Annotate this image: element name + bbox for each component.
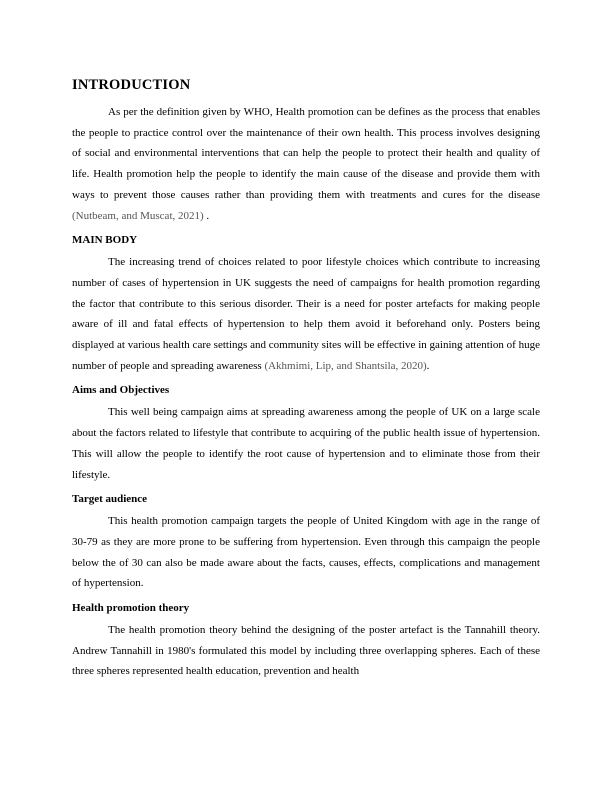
main-body-text: The increasing trend of choices related to poor lifestyle choices which contribute to increasing number of cases of hypertension in UK suggests the need of campaigns for health promotion regarding the factor that contribute to this serious disorder. Their is a need for poster artefacts for making people aware of ill and fatal effects of hypertension to help them avoid it beforehand only. Posters being displayed at various health care settings and community sites will be effective in gaining attention of huge number of people and spreading awareness [72, 256, 540, 372]
main-body-tail: . [426, 359, 430, 372]
main-body-heading: MAIN BODY [72, 234, 138, 247]
introduction-text: As per the definition given by WHO, Health promotion can be defines as the process that enables the people to practice control over the maintenance of their own health. This process involves designing of social and environmental interventions that can help the people to protect their health and quality of life. Health promotion help the people to identify the main cause of the disease and provide them with ways to prevent those causes rather than providing them with treatments and cures for the disease [72, 106, 540, 201]
page-title: INTRODUCTION [72, 77, 191, 93]
target-audience-heading: Target audience [72, 493, 148, 506]
main-body-paragraph [72, 252, 540, 376]
aims-paragraph: This well being campaign aims at spreading awareness among the people of UK on a large scale about the factors related to lifestyle that contribute to acquiring of the public health issue of hypertension. This will allow the people to identify the root cause of hypertension and to eliminate those from their lifestyle. [72, 406, 540, 481]
introduction-citation: (Nutbeam, and Muscat, 2021) [72, 209, 204, 222]
document-content [72, 76, 540, 688]
main-body-citation: (Akhmimi, Lip, and Shantsila, 2020) [264, 359, 427, 372]
theory-heading: Health promotion theory [72, 602, 190, 615]
target-audience-paragraph: This health promotion campaign targets the people of United Kingdom with age in the range of 30-79 as they are more prone to be suffering from hypertension. Even through this campaign the people below the of 30 can also be made aware about the facts, causes, effects, complications and management of hypertension. [72, 515, 540, 590]
aims-heading: Aims and Objectives [72, 384, 170, 397]
introduction-paragraph [72, 102, 540, 226]
introduction-tail: . [203, 209, 210, 222]
theory-paragraph: The health promotion theory behind the designing of the poster artefact is the Tannahill theory. Andrew Tannahill in 1980's formulated this model by including three overlapping spheres. Each of these three spheres represented health education, prevention and health [72, 624, 540, 678]
